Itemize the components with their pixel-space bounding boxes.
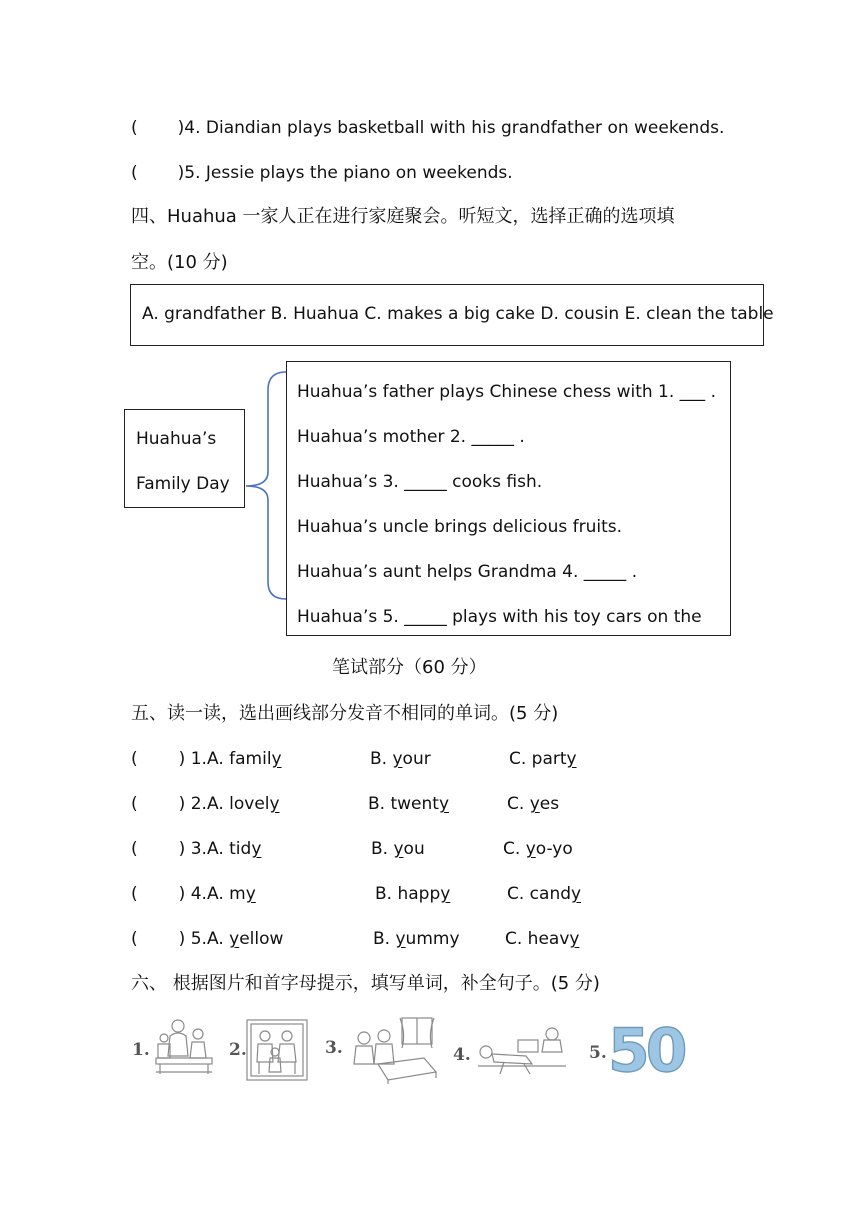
mindmap-root-label: Huahua’s [136, 429, 217, 449]
mindmap-root-box [124, 409, 245, 508]
option-c: C. heavy [505, 929, 580, 949]
sentence-2: Huahua’s mother 2. _____ . [297, 427, 525, 447]
phonics-item-2: ( ) 2. A. lovely B. twenty C. yes [131, 794, 560, 814]
answer-paren[interactable]: ( [131, 794, 138, 814]
sentence-1: Huahua’s father plays Chinese chess with 1. ___ . [297, 382, 716, 402]
tf-item-5: ( )5. Jessie plays the piano on weekends. [131, 163, 513, 183]
sentence-6: Huahua’s 5. _____ plays with his toy cars on the [297, 607, 702, 627]
picture-1-label: 1. [132, 1040, 150, 1060]
curly-bracket-icon [244, 370, 288, 602]
picture-2-label: 2. [229, 1040, 247, 1060]
section-4-title-cont: 空。(10 分) [131, 252, 228, 273]
phonics-item-5: ( ) 5. A. yellow B. yummy C. heavy [131, 929, 580, 949]
picture-3-label: 3. [325, 1038, 343, 1058]
people-in-bedroom-icon [344, 1014, 440, 1086]
tf-item-text: 5. Jessie plays the piano on weekends. [184, 163, 513, 183]
tf-item-text: 4. Diandian plays basketball with his grandfather on weekends. [184, 118, 725, 138]
option-c: C. yes [507, 794, 560, 814]
family-at-table-icon [150, 1016, 216, 1076]
number-fifty-text: 50 [608, 1016, 684, 1086]
option-b: B. your [370, 749, 431, 769]
option-a: A. family [207, 749, 282, 769]
answer-paren[interactable]: ( [131, 839, 138, 859]
option-a: A. yellow [207, 929, 284, 949]
answer-paren[interactable]: ( [131, 749, 138, 769]
option-c: C. party [509, 749, 577, 769]
option-a: A. tidy [207, 839, 262, 859]
answer-paren[interactable]: ( [131, 929, 138, 949]
option-b: B. you [371, 839, 425, 859]
section-4-title: 四、Huahua 一家人正在进行家庭聚会。听短文，选择正确的选项填 [131, 206, 675, 227]
option-c: C. yo-yo [503, 839, 573, 859]
option-b: B. twenty [368, 794, 450, 814]
mindmap-sentences-box [286, 361, 731, 636]
section-5-title: 五、读一读，选出画线部分发音不相同的单词。(5 分) [131, 703, 559, 724]
option-c: C. candy [507, 884, 582, 904]
sentence-5: Huahua’s aunt helps Grandma 4. _____ . [297, 562, 638, 582]
mindmap-root-label-2: Family Day [136, 474, 230, 494]
number-fifty-icon [608, 1016, 684, 1086]
tf-item-4: ( )4. Diandian plays basketball with his grandfather on weekends. [131, 118, 725, 138]
answer-paren-open[interactable]: ( [131, 163, 138, 183]
sentence-3: Huahua’s 3. _____ cooks fish. [297, 472, 543, 492]
answer-paren-open[interactable]: ( [131, 118, 138, 138]
phonics-item-3: ( ) 3. A. tidy B. you C. yo-yo [131, 839, 573, 859]
option-a: A. my [207, 884, 256, 904]
option-b: B. yummy [373, 929, 460, 949]
sentence-4: Huahua’s uncle brings delicious fruits. [297, 517, 623, 537]
answer-paren[interactable]: ( [131, 884, 138, 904]
phonics-item-1: ( ) 1. A. family B. your C. party [131, 749, 577, 769]
person-lying-icon [474, 1022, 570, 1078]
picture-5-label: 5. [589, 1043, 607, 1063]
options-box [130, 284, 774, 346]
phonics-item-4: ( ) 4. A. my B. happy C. candy [131, 884, 582, 904]
family-portrait-icon [245, 1018, 309, 1082]
option-a: A. lovely [207, 794, 280, 814]
options-text: A. grandfather B. Huahua C. makes a big cake D. cousin E. clean the table [142, 304, 774, 324]
option-b: B. happy [375, 884, 451, 904]
picture-4-label: 4. [453, 1045, 471, 1065]
section-6-title: 六、 根据图片和首字母提示，填写单词，补全句子。(5 分) [131, 973, 600, 994]
written-section-header: 笔试部分（60 分） [332, 657, 487, 678]
